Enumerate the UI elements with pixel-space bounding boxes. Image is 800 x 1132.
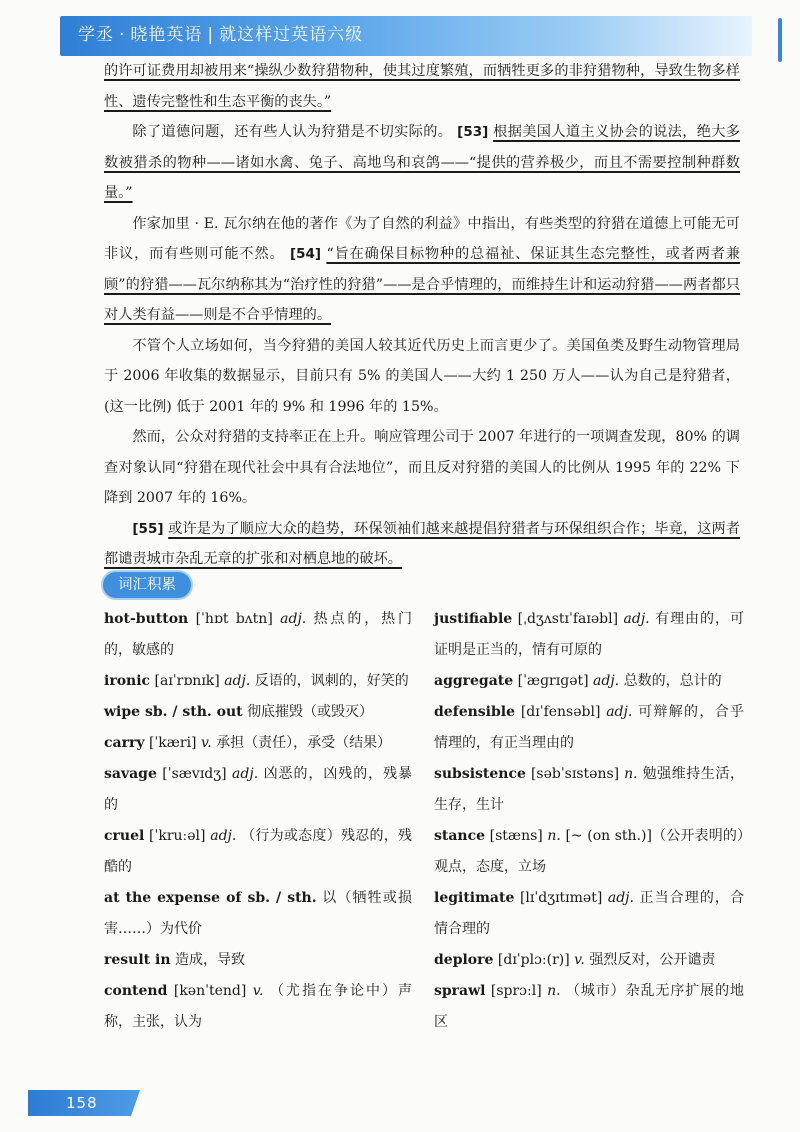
question-marker-55: [55] <box>132 520 164 537</box>
vocab-word: carry <box>104 735 145 751</box>
vocab-entry <box>434 976 744 1038</box>
vocab-entry <box>434 697 744 759</box>
vocab-word: at the expense of sb. / sth. <box>104 890 317 906</box>
vocab-pos: adj. <box>607 890 634 906</box>
vocab-word: ironic <box>104 673 151 689</box>
vocab-word: contend <box>104 983 168 999</box>
vocab-definition: 强烈反对，公开谴责 <box>589 952 716 968</box>
header-subtitle: 就这样过英语六级 <box>219 25 364 45</box>
underlined-sentence: 或许是为了顺应大众的趋势，环保领袖们越来越提倡狩猎者与环保组织合作；毕竟，这两者都谴责城市杂乱无章的扩张和对栖息地的破坏。 <box>104 520 740 567</box>
paragraph-text: 作家加里 · E. 瓦尔纳在他的著作《为了自然的利益》中指出，有些类型的狩猎在道德上可能无可非议，而有些则可能不然。 <box>104 215 740 262</box>
vocab-definition: 反语的，讽刺的，好笑的 <box>254 673 409 689</box>
vocab-phonetic: [dɪˈfensəbl] <box>520 704 601 720</box>
vocab-word: cruel <box>104 828 145 844</box>
vocab-phonetic: [ˌdʒʌstɪˈfaɪəbl] <box>517 611 619 627</box>
vocab-definition: 造成，导致 <box>174 952 245 968</box>
vocab-definition: 正当合理的，合情合理的 <box>434 890 745 937</box>
vocab-phonetic: [səbˈsɪstəns] <box>530 766 620 782</box>
vocab-column-right <box>434 604 744 1038</box>
vocab-phonetic: [lɪˈdʒɪtɪmət] <box>519 890 603 906</box>
vocab-definition: 有理由的，可证明是正当的，情有可原的 <box>434 611 745 658</box>
vocab-phonetic: [ˈhɒt bʌtn] <box>195 611 273 627</box>
vocab-pos: adj. <box>280 611 307 627</box>
vocab-phonetic: [aɪˈrɒnɪk] <box>154 673 220 689</box>
vocab-definition: 热点的，热门的，敏感的 <box>104 611 413 658</box>
vocab-word: result in <box>104 952 171 968</box>
vocab-list <box>104 604 744 1038</box>
vocab-definition: [~ (on sth.)]（公开表明的）观点，态度，立场 <box>434 828 745 875</box>
vocab-entry <box>434 821 744 883</box>
vocab-definition: 勉强维持生活，生存，生计 <box>434 766 744 813</box>
vocab-entry <box>104 759 412 821</box>
vocab-definition: （城市）杂乱无序扩展的地区 <box>434 983 745 1030</box>
underlined-sentence: “旨在确保目标物种的总福祉、保证其生态完整性，或者两者兼顾”的狩猎——瓦尔纳称其为“治疗性的狩猎”——是合乎情理的，而维持生计和运动狩猎——两者都只对人类有益——则是不合乎情理的。 <box>104 246 740 323</box>
paragraph-4 <box>104 331 740 423</box>
vocab-section-label: 词汇积累 <box>103 572 191 598</box>
question-marker-54: [54] <box>289 246 322 262</box>
vocab-phonetic: [ˈsævɪdʒ] <box>162 766 227 782</box>
vocab-entry <box>434 604 744 666</box>
underlined-sentence: 的许可证费用却被用来“操纵少数狩猎物种，使其过度繁殖，而牺牲更多的非狩猎物种，导致生物多样性、遗传完整性和生态平衡的丧失。” <box>104 63 740 110</box>
vocab-pos: adj. <box>606 704 633 720</box>
vocab-pos: n. <box>624 766 638 782</box>
vocab-phonetic: [kənˈtend] <box>173 983 247 999</box>
article-body <box>104 56 740 575</box>
vocab-pos: adj. <box>224 673 251 689</box>
vocab-entry <box>434 666 744 697</box>
paragraph-2 <box>104 117 740 209</box>
paragraph-text: 除了道德问题，还有些人认为狩猎是不切实际的。 <box>132 124 453 140</box>
vocab-column-left <box>104 604 412 1038</box>
vocab-pos: v. <box>574 952 585 968</box>
vocab-pos: adj. <box>210 828 237 844</box>
vocab-entry <box>434 759 744 821</box>
vocab-definition: 凶恶的，凶残的，残暴的 <box>104 766 413 813</box>
paragraph-5 <box>104 422 740 514</box>
header-dot: · <box>119 25 126 45</box>
vocab-word: hot-button <box>104 611 189 627</box>
paragraph-3 <box>104 209 740 331</box>
vocab-entry <box>104 945 412 976</box>
vocab-phonetic: [ˈkruːəl] <box>149 828 206 844</box>
header-divider: | <box>207 25 215 45</box>
vocab-entry <box>104 821 412 883</box>
header-author: 晓艳英语 <box>130 25 203 45</box>
vocab-entry <box>104 604 412 666</box>
vocab-word: deplore <box>434 952 494 968</box>
vocab-entry <box>104 976 412 1038</box>
vocab-entry <box>434 883 744 945</box>
vocab-phonetic: [sprɔːl] <box>490 983 542 999</box>
paragraph-text: 然而，公众对狩猎的支持率正在上升。响应管理公司于 2007 年进行的一项调查发现，80% 的调查对象认同“狩猎在现代社会中具有合法地位”，而且反对狩猎的美国人的比例从 1995 年的 22% 下降到 2007 年的 16%。 <box>104 429 740 506</box>
vocab-phonetic: [ˈæɡrɪɡət] <box>517 673 589 689</box>
vocab-entry <box>104 666 412 697</box>
paragraph-text: 不管个人立场如何，当今狩猎的美国人较其近代历史上而言更少了。美国鱼类及野生动物管理局于 2006 年收集的数据显示，目前只有 5% 的美国人——大约 1 250 万人——认为自己是狩猎者，(这一比例) 低于 2001 年的 9% 和 1996 年的 15%。 <box>104 337 740 415</box>
vocab-entry <box>104 728 412 759</box>
vocab-word: legitimate <box>434 890 515 906</box>
vocab-definition: 总数的，总计的 <box>623 673 722 689</box>
vocab-word: savage <box>104 766 157 782</box>
paragraph-6 <box>104 514 740 575</box>
vocab-definition: （尤指在争论中）声称，主张，认为 <box>104 983 413 1030</box>
vocab-phonetic: [stæns] <box>489 828 543 844</box>
vocab-pos: adj. <box>623 611 650 627</box>
vocab-word: defensible <box>434 704 516 720</box>
vocab-definition: 彻底摧毁（或毁灭） <box>247 704 374 720</box>
header-book: 学丞 <box>78 25 114 45</box>
vocab-word: subsistence <box>434 766 526 782</box>
vocab-word: stance <box>434 828 486 844</box>
vocab-phonetic: [dɪˈplɔː(r)] <box>497 952 570 968</box>
page-edge-bar <box>778 18 782 62</box>
vocab-definition: 以（牺牲或损害……）为代价 <box>104 890 412 937</box>
vocab-pos: adj. <box>593 673 620 689</box>
vocab-entry <box>104 697 412 728</box>
vocab-entry <box>434 945 744 976</box>
vocab-word: wipe sb. / sth. out <box>104 704 243 720</box>
vocab-word: sprawl <box>434 983 486 999</box>
vocab-pos: adj. <box>232 766 259 782</box>
header-title <box>78 20 363 50</box>
vocab-definition: 承担（责任），承受（结果） <box>216 735 392 751</box>
vocab-word: justifiable <box>434 611 513 627</box>
paragraph-1 <box>104 56 740 117</box>
page-number: 158 <box>66 1094 98 1112</box>
vocab-definition: 可辩解的，合乎情理的，有正当理由的 <box>434 704 745 751</box>
underlined-sentence: 根据美国人道主义协会的说法，绝大多数被猎杀的物种——诸如水禽、兔子、高地鸟和哀鸽——“提供的营养极少，而且不需要控制种群数量。” <box>104 124 740 201</box>
vocab-pos: n. <box>547 828 561 844</box>
vocab-phonetic: [ˈkæri] <box>148 735 197 751</box>
vocab-entry <box>104 883 412 945</box>
vocab-word: aggregate <box>434 673 514 689</box>
vocab-pos: v. <box>200 735 212 751</box>
vocab-pos: n. <box>547 983 561 999</box>
vocab-definition: （行为或态度）残忍的，残酷的 <box>104 828 413 875</box>
vocab-pos: v. <box>252 983 264 999</box>
question-marker-53: [53] <box>457 124 489 140</box>
